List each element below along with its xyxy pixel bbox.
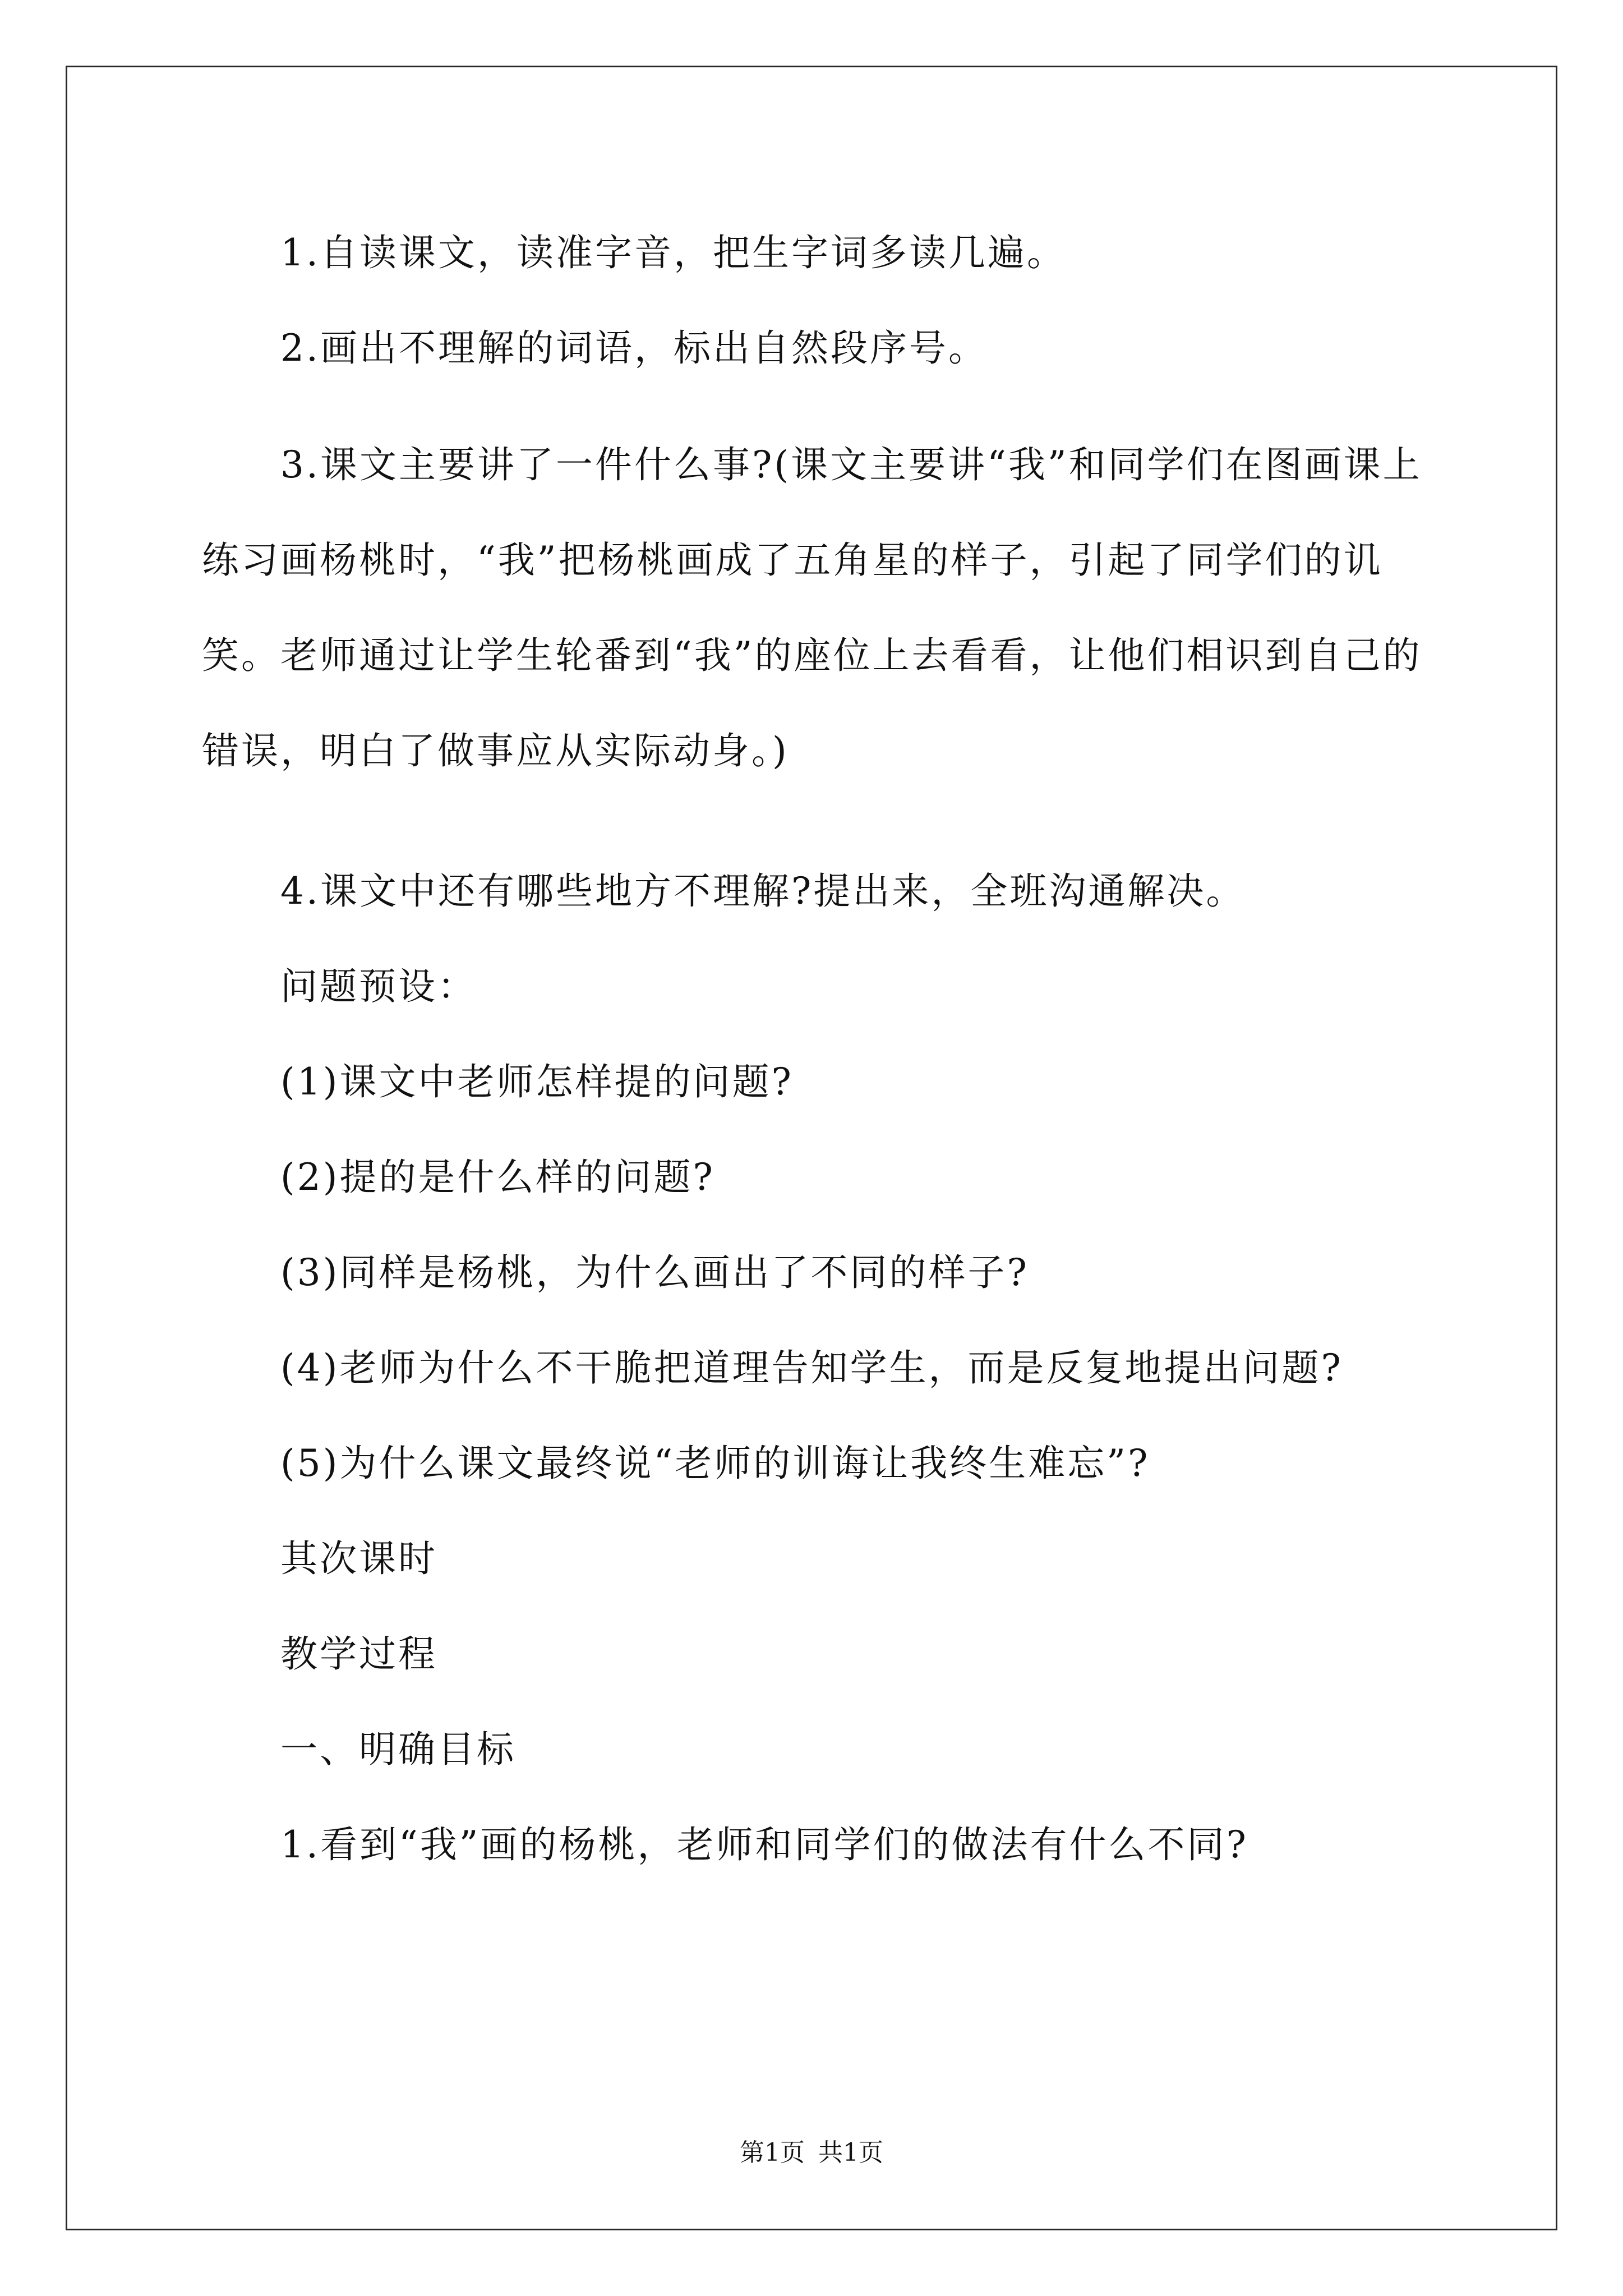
paragraph-12: 教学过程 <box>280 1632 437 1676</box>
paragraph-8: (3)同样是杨桃，为什么画出了不同的样子? <box>280 1251 1029 1294</box>
paragraph-6: (1)课文中老师怎样提的问题? <box>280 1060 794 1103</box>
paragraph-4: 4.课文中还有哪些地方不理解?提出来，全班沟通解决。 <box>280 869 1246 913</box>
paragraph-7: (2)提的是什么样的问题? <box>280 1156 715 1199</box>
page-footer <box>0 2138 1623 2167</box>
paragraph-1: 1.自读课文，读准字音，把生字词多读几遍。 <box>280 231 1066 274</box>
paragraph-9: (4)老师为什么不干脆把道理告知学生，而是反复地提出问题? <box>280 1346 1343 1389</box>
paragraph-11: 其次课时 <box>280 1537 437 1580</box>
page-number-total: 共1页 <box>818 2138 883 2167</box>
page-number-current: 第1页 <box>740 2138 805 2167</box>
page-border <box>66 66 1557 2230</box>
paragraph-2: 2.画出不理解的词语，标出自然段序号。 <box>280 326 988 370</box>
paragraph-5: 问题预设： <box>280 965 477 1008</box>
paragraph-3: 3.课文主要讲了一件什么事?(课文主要讲“我”和同学们在图画课上练习画杨桃时，“我”把杨桃画成了五角星的样子，引起了同学们的讥笑。老师通过让学生轮番到“我”的座位上去看看，让他们相识到自己的错误，明白了做事应从实际动身。) <box>202 443 1422 772</box>
paragraph-10: (5)为什么课文最终说“老师的训诲让我终生难忘”? <box>280 1442 1150 1485</box>
paragraph-13: 一、明确目标 <box>280 1728 516 1771</box>
paragraph-14: 1.看到“我”画的杨桃，老师和同学们的做法有什么不同? <box>280 1823 1248 1866</box>
